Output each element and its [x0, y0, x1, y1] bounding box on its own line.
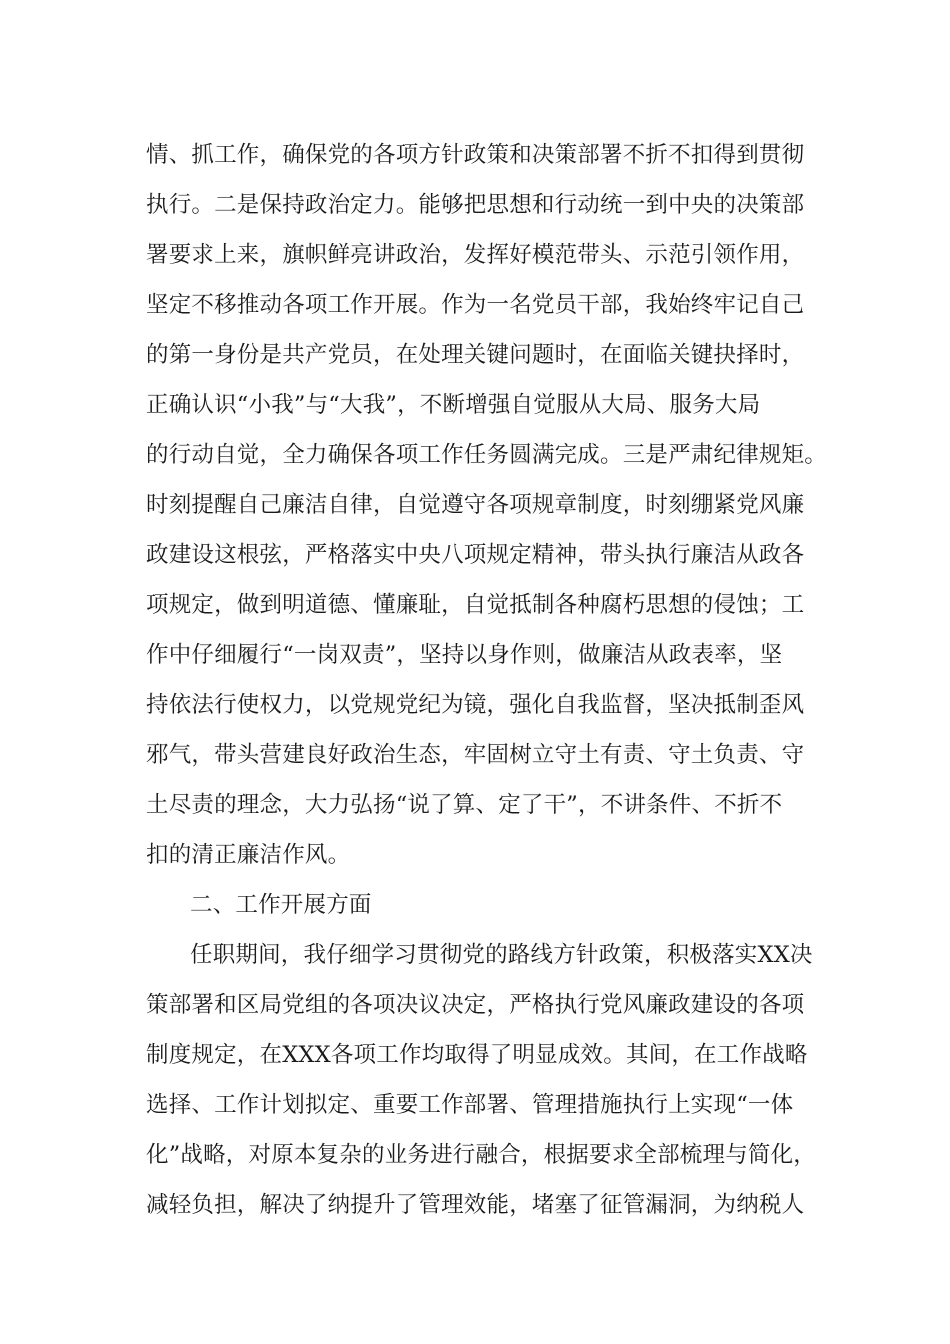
paragraph-2-line-3: 制度规定，在XXX各项工作均取得了明显成效。其间，在工作战略 — [146, 1042, 808, 1068]
paragraph-1-line-10: 项规定，做到明道德、懂廉耻，自觉抵制各种腐朽思想的侵蚀；工 — [146, 592, 805, 618]
paragraph-1-line-7: 的行动自觉，全力确保各项工作任务圆满完成。三是严肃纪律规矩。 — [146, 442, 828, 468]
paragraph-2-line-2: 策部署和区局党组的各项决议决定，严格执行党风廉政建设的各项 — [146, 992, 805, 1018]
section-heading: 二、工作开展方面 — [190, 892, 372, 918]
paragraph-1-line-12: 持依法行使权力，以党规党纪为镜，强化自我监督，坚决抵制歪风 — [146, 692, 805, 718]
paragraph-1-line-5: 的第一身份是共产党员，在处理关键问题时，在面临关键抉择时， — [146, 342, 805, 368]
paragraph-1-line-15: 扣的清正廉洁作风。 — [146, 842, 351, 868]
paragraph-1-line-1: 情、抓工作，确保党的各项方针政策和决策部署不折不扣得到贯彻 — [146, 142, 805, 168]
paragraph-1-line-13: 邪气，带头营建良好政治生态，牢固树立守土有责、守土负责、守 — [146, 742, 805, 768]
paragraph-2-line-5: 化”战略，对原本复杂的业务进行融合，根据要求全部梳理与简化， — [146, 1142, 817, 1168]
paragraph-1-line-8: 时刻提醒自己廉洁自律，自觉遵守各项规章制度，时刻绷紧党风廉 — [146, 492, 805, 518]
paragraph-1-line-4: 坚定不移推动各项工作开展。作为一名党员干部，我始终牢记自己 — [146, 292, 805, 318]
paragraph-1-line-11: 作中仔细履行“一岗双责”，坚持以身作则，做廉洁从政表率，坚 — [146, 642, 783, 668]
paragraph-1-line-6: 正确认识“小我”与“大我”，不断增强自觉服从大局、服务大局 — [146, 392, 761, 418]
paragraph-2-line-4: 选择、工作计划拟定、重要工作部署、管理措施执行上实现“一体 — [146, 1092, 794, 1118]
paragraph-1-line-14: 土尽责的理念，大力弘扬“说了算、定了干”，不讲条件、不折不 — [146, 792, 783, 818]
paragraph-2-line-1: 任职期间，我仔细学习贯彻党的路线方针政策，积极落实XX决 — [190, 942, 813, 968]
paragraph-1-line-3: 署要求上来，旗帜鲜亮讲政治，发挥好模范带头、示范引领作用， — [146, 242, 805, 268]
paragraph-1-line-2: 执行。二是保持政治定力。能够把思想和行动统一到中央的决策部 — [146, 192, 805, 218]
paragraph-1-line-9: 政建设这根弦，严格落实中央八项规定精神，带头执行廉洁从政各 — [146, 542, 805, 568]
paragraph-2-line-6: 减轻负担，解决了纳提升了管理效能，堵塞了征管漏洞，为纳税人 — [146, 1192, 805, 1218]
